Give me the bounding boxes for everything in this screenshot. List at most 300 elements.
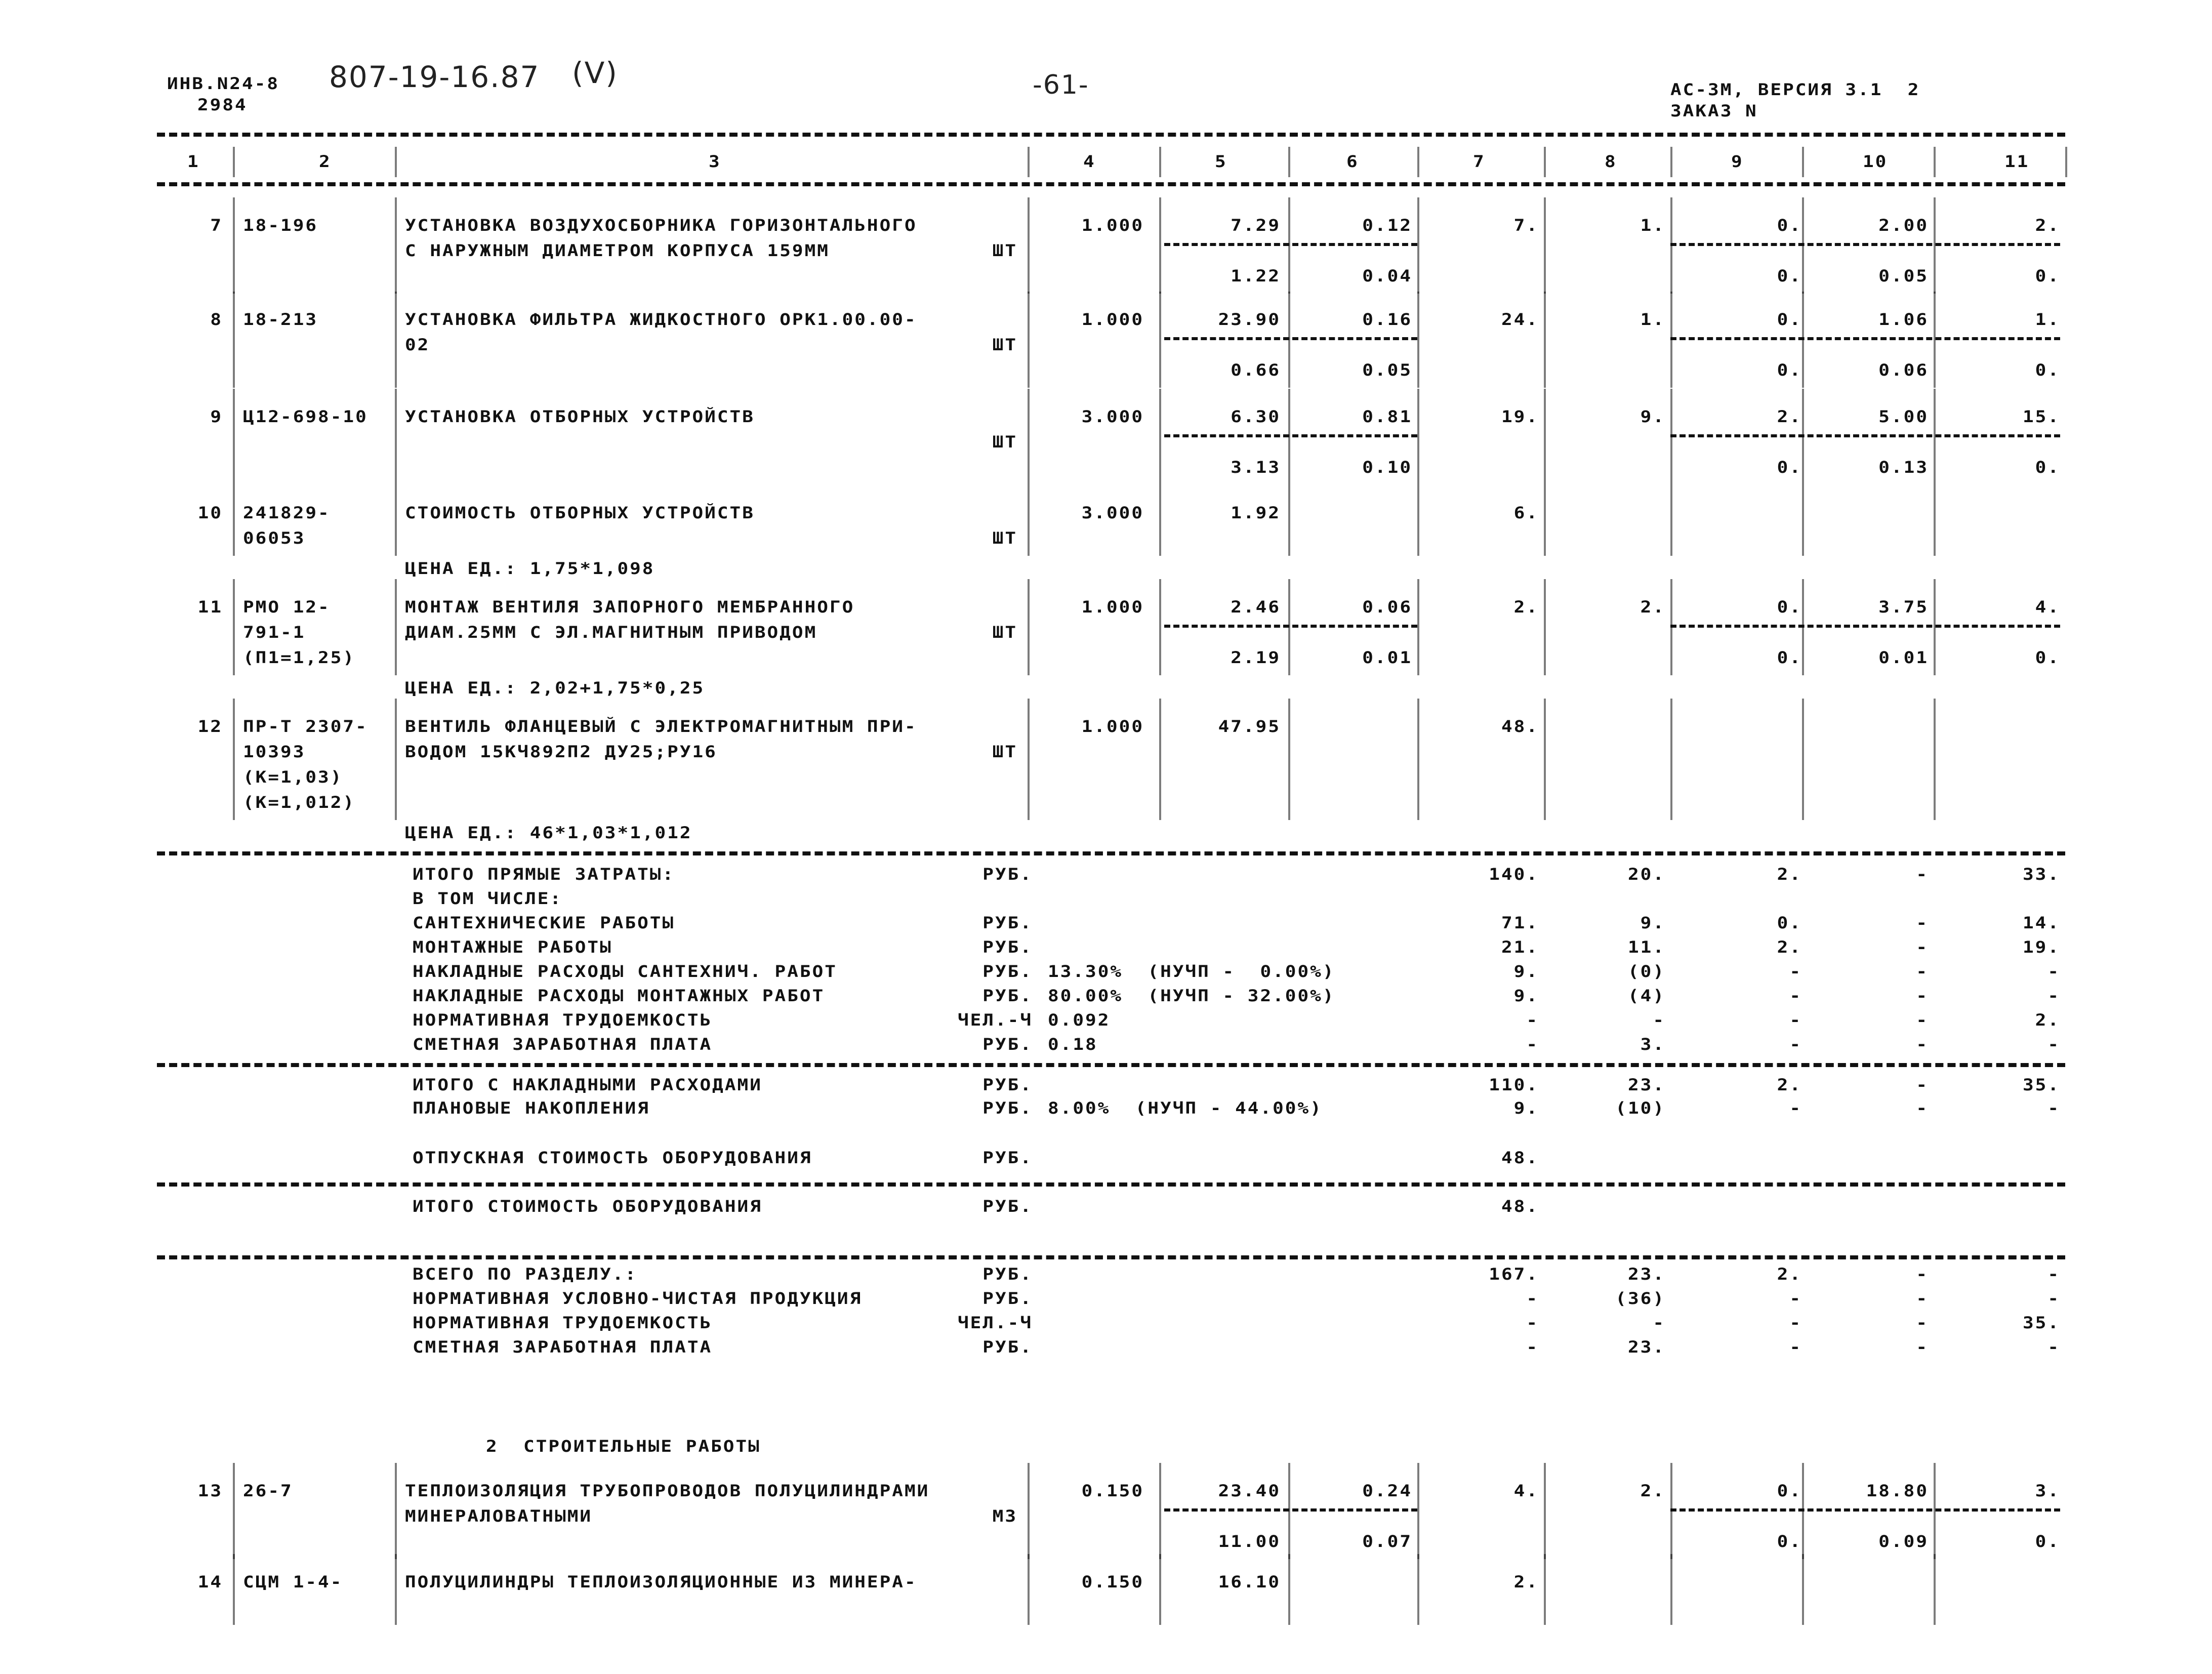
summary-c10: - <box>1916 1289 1929 1309</box>
equipment-total-value: 48. <box>1501 1197 1539 1216</box>
cell-c11: 2. <box>2035 216 2060 235</box>
summary-c7: - <box>1526 1035 1539 1054</box>
inventory-number: ИНВ.N24-8 <box>167 74 280 94</box>
summary-c9: - <box>1789 1035 1802 1054</box>
summary-label: НАКЛАДНЫЕ РАСХОДЫ МОНТАЖНЫХ РАБОТ <box>413 987 825 1006</box>
summary-unit: РУБ. <box>982 1076 1033 1095</box>
summary-c10: - <box>1916 1099 1929 1118</box>
summary-c7: 140. <box>1489 865 1539 884</box>
summary-c8: - <box>1653 1314 1665 1333</box>
cell-sub-c11: 0. <box>2035 267 2060 286</box>
row-code: РМО 12- <box>243 598 331 617</box>
cell-sub-c10: 0.05 <box>1878 267 1929 286</box>
cell-c9: 0. <box>1777 598 1802 617</box>
column-divider <box>1417 485 1419 556</box>
subtotal-rule <box>1164 625 1417 628</box>
column-divider <box>1417 197 1419 294</box>
summary-c9: - <box>1789 1289 1802 1309</box>
row-number: 10 <box>197 504 223 523</box>
summary-unit: РУБ. <box>982 865 1033 884</box>
column-divider <box>1544 485 1546 556</box>
summary-c7: 110. <box>1489 1076 1539 1095</box>
cell-c5: 23.90 <box>1218 310 1281 330</box>
summary-label: СМЕТНАЯ ЗАРАБОТНАЯ ПЛАТА <box>413 1035 713 1054</box>
summary-c8: 9. <box>1640 914 1665 933</box>
column-divider <box>1544 292 1546 388</box>
summary-c7: 71. <box>1501 914 1539 933</box>
column-divider <box>1028 147 1030 177</box>
summary-label: В ТОМ ЧИСЛЕ: <box>413 889 563 909</box>
row-unit-price: ЦЕНА ЕД.: 2,02+1,75*0,25 <box>405 679 705 698</box>
summary-label: НАКЛАДНЫЕ РАСХОДЫ САНТЕХНИЧ. РАБОТ <box>413 962 837 982</box>
summary-c11: - <box>2047 962 2060 982</box>
equipment-label: ОТПУСКНАЯ СТОИМОСТЬ ОБОРУДОВАНИЯ <box>413 1149 812 1168</box>
column-divider <box>1288 579 1290 675</box>
summary-unit: РУБ. <box>982 962 1033 982</box>
column-number: 8 <box>1605 152 1617 172</box>
cell-sub-c10: 0.13 <box>1878 458 1929 477</box>
cell-c7: 2. <box>1513 598 1539 617</box>
cell-sub-c11: 0. <box>2035 648 2060 668</box>
row-code: (К=1,012) <box>243 793 356 812</box>
cell-c7: 24. <box>1501 310 1539 330</box>
column-divider <box>233 485 235 556</box>
row-unit-price: ЦЕНА ЕД.: 1,75*1,098 <box>405 559 655 579</box>
summary-extra: 0.092 <box>1048 1011 1111 1030</box>
column-divider <box>1288 389 1290 485</box>
summary-unit: РУБ. <box>982 1099 1033 1118</box>
summary-label: САНТЕХНИЧЕСКИЕ РАБОТЫ <box>413 914 675 933</box>
column-divider <box>233 197 235 294</box>
column-divider <box>233 147 235 177</box>
row-description: С НАРУЖНЫМ ДИАМЕТРОМ КОРПУСА 159ММ <box>405 241 830 261</box>
column-divider <box>1288 197 1290 294</box>
cell-sub-c11: 0. <box>2035 361 2060 380</box>
row-number: 7 <box>210 216 223 235</box>
subtotal-rule <box>1164 243 1417 246</box>
cell-sub-c10: 0.01 <box>1878 648 1929 668</box>
section-total-rule <box>157 1255 2065 1259</box>
column-divider <box>395 197 397 294</box>
column-divider <box>1159 389 1161 485</box>
summary-c10: - <box>1916 1076 1929 1095</box>
cell-qty: 1.000 <box>1081 598 1144 617</box>
column-divider <box>1670 699 1672 820</box>
summary-label: НОРМАТИВНАЯ ТРУДОЕМКОСТЬ <box>413 1011 713 1030</box>
summary-extra: 0.18 <box>1048 1035 1098 1054</box>
column-divider <box>1288 485 1290 556</box>
summary-c7: - <box>1526 1289 1539 1309</box>
column-divider <box>2065 147 2067 177</box>
summary-c10: - <box>1916 962 1929 982</box>
row-description: ВОДОМ 15КЧ892П2 ДУ25;РУ16 <box>405 743 717 762</box>
cell-c7: 48. <box>1501 717 1539 737</box>
row-unit: ШТ <box>992 743 1017 762</box>
column-divider <box>1159 147 1161 177</box>
column-divider <box>1417 147 1419 177</box>
column-divider <box>1028 1463 1030 1559</box>
column-divider <box>1934 485 1936 556</box>
column-divider <box>1288 1554 1290 1625</box>
column-number: 7 <box>1473 152 1486 172</box>
summary-c11: - <box>2047 1099 2060 1118</box>
column-divider <box>1159 485 1161 556</box>
column-divider <box>1159 197 1161 294</box>
column-divider <box>1670 579 1672 675</box>
cell-c5: 16.10 <box>1218 1573 1281 1592</box>
cell-c11: 3. <box>2035 1482 2060 1501</box>
subtotal-rule <box>1164 337 1417 340</box>
column-divider <box>1802 485 1804 556</box>
column-divider <box>1802 579 1804 675</box>
column-divider <box>233 579 235 675</box>
cell-c10: 18.80 <box>1866 1482 1929 1501</box>
page-number: -61- <box>1033 70 1089 100</box>
summary-c11: 33. <box>2022 865 2060 884</box>
cell-sub-c6: 0.07 <box>1362 1532 1412 1551</box>
cell-c11: 1. <box>2035 310 2060 330</box>
cell-qty: 1.000 <box>1081 216 1144 235</box>
row-code: 06053 <box>243 529 306 548</box>
row-unit: М3 <box>992 1507 1017 1526</box>
row-code: (К=1,03) <box>243 768 343 787</box>
summary-c11: 2. <box>2035 1011 2060 1030</box>
column-divider <box>395 699 397 820</box>
row-number: 8 <box>210 310 223 330</box>
summary-label: ИТОГО ПРЯМЫЕ ЗАТРАТЫ: <box>413 865 675 884</box>
column-divider <box>1670 1463 1672 1559</box>
column-divider <box>1670 197 1672 294</box>
column-divider <box>1417 699 1419 820</box>
cell-c6: 0.81 <box>1362 407 1412 427</box>
summary-c7: - <box>1526 1011 1539 1030</box>
summary-c8: (10) <box>1615 1099 1665 1118</box>
column-divider <box>395 292 397 388</box>
cell-c11: 15. <box>2022 407 2060 427</box>
summary-c11: 19. <box>2022 938 2060 957</box>
row-unit: ШТ <box>992 241 1017 261</box>
subtotal-rule <box>1670 625 2060 628</box>
subtotal-rule <box>1164 434 1417 437</box>
cell-c10: 3.75 <box>1878 598 1929 617</box>
column-divider <box>1159 579 1161 675</box>
row-description: СТОИМОСТЬ ОТБОРНЫХ УСТРОЙСТВ <box>405 504 755 523</box>
column-divider <box>1802 389 1804 485</box>
summary-extra: 80.00% (НУЧП - 32.00%) <box>1048 987 1335 1006</box>
summary-rule <box>157 851 2065 855</box>
column-divider <box>1802 147 1804 177</box>
header-rule-bottom <box>157 182 2065 186</box>
column-divider <box>1544 147 1546 177</box>
column-divider <box>1934 699 1936 820</box>
cell-sub-c6: 0.01 <box>1362 648 1412 668</box>
column-divider <box>1288 292 1290 388</box>
column-divider <box>1934 292 1936 388</box>
column-divider <box>1544 699 1546 820</box>
column-number: 1 <box>187 152 200 172</box>
cell-c5: 1.92 <box>1231 504 1281 523</box>
cell-sub-c5: 0.66 <box>1231 361 1281 380</box>
cell-c9: 0. <box>1777 216 1802 235</box>
cell-c9: 0. <box>1777 1482 1802 1501</box>
summary-c8: - <box>1653 1011 1665 1030</box>
summary-c10: - <box>1916 1314 1929 1333</box>
summary-c8: (0) <box>1627 962 1665 982</box>
summary-c9: 2. <box>1777 865 1802 884</box>
summary-c10: - <box>1916 1035 1929 1054</box>
summary-c7: - <box>1526 1338 1539 1357</box>
column-divider <box>395 579 397 675</box>
summary-c8: (4) <box>1627 987 1665 1006</box>
summary-unit: ЧЕЛ.-Ч <box>957 1314 1033 1333</box>
row-description: МОНТАЖ ВЕНТИЛЯ ЗАПОРНОГО МЕМБРАННОГО <box>405 598 855 617</box>
handwritten-volume: (V) <box>572 56 618 90</box>
summary-c8: 3. <box>1640 1035 1665 1054</box>
row-number: 9 <box>210 407 223 427</box>
summary-c8: 23. <box>1627 1265 1665 1284</box>
summary-unit: РУБ. <box>982 1289 1033 1309</box>
row-number: 11 <box>197 598 223 617</box>
section-2-title: 2 СТРОИТЕЛЬНЫЕ РАБОТЫ <box>486 1437 761 1456</box>
row-code: 791-1 <box>243 623 306 642</box>
column-divider <box>1159 1554 1161 1625</box>
summary-c8: 11. <box>1627 938 1665 957</box>
column-divider <box>1670 292 1672 388</box>
summary-label: ИТОГО С НАКЛАДНЫМИ РАСХОДАМИ <box>413 1076 762 1095</box>
subtotal-rule <box>1670 337 2060 340</box>
summary-c11: - <box>2047 1338 2060 1357</box>
cell-sub-c5: 1.22 <box>1231 267 1281 286</box>
column-number: 6 <box>1346 152 1359 172</box>
cell-sub-c11: 0. <box>2035 1532 2060 1551</box>
column-divider <box>1934 1554 1936 1625</box>
column-divider <box>1934 389 1936 485</box>
summary-c7: 9. <box>1513 962 1539 982</box>
summary-c10: - <box>1916 1265 1929 1284</box>
summary-c10: - <box>1916 1011 1929 1030</box>
summary-label: НОРМАТИВНАЯ УСЛОВНО-ЧИСТАЯ ПРОДУКЦИЯ <box>413 1289 863 1309</box>
summary-c7: 9. <box>1513 1099 1539 1118</box>
column-divider <box>395 147 397 177</box>
column-divider <box>1934 197 1936 294</box>
column-divider <box>1288 147 1290 177</box>
column-divider <box>1417 292 1419 388</box>
summary-c10: - <box>1916 938 1929 957</box>
cell-c6: 0.06 <box>1362 598 1412 617</box>
column-divider <box>233 1463 235 1559</box>
summary-c8: 20. <box>1627 865 1665 884</box>
row-code: СЦМ 1-4- <box>243 1573 343 1592</box>
header-rule-top <box>157 133 2065 137</box>
summary-c11: 14. <box>2022 914 2060 933</box>
column-divider <box>1802 699 1804 820</box>
summary-c9: 0. <box>1777 914 1802 933</box>
cell-c10: 1.06 <box>1878 310 1929 330</box>
equipment-value: 48. <box>1501 1149 1539 1168</box>
row-number: 14 <box>197 1573 223 1592</box>
summary-label: МОНТАЖНЫЕ РАБОТЫ <box>413 938 612 957</box>
column-divider <box>1802 292 1804 388</box>
cell-c5: 23.40 <box>1218 1482 1281 1501</box>
column-divider <box>1802 197 1804 294</box>
summary-c11: 35. <box>2022 1314 2060 1333</box>
cell-qty: 1.000 <box>1081 310 1144 330</box>
cell-c7: 19. <box>1501 407 1539 427</box>
cell-sub-c10: 0.06 <box>1878 361 1929 380</box>
column-divider <box>1544 197 1546 294</box>
summary-unit: РУБ. <box>982 914 1033 933</box>
column-divider <box>395 1554 397 1625</box>
column-divider <box>1934 1463 1936 1559</box>
column-divider <box>1802 1463 1804 1559</box>
cell-qty: 3.000 <box>1081 504 1144 523</box>
summary-c10: - <box>1916 1338 1929 1357</box>
cell-c10: 2.00 <box>1878 216 1929 235</box>
cell-c10: 5.00 <box>1878 407 1929 427</box>
summary-c9: - <box>1789 1099 1802 1118</box>
cell-c7: 2. <box>1513 1573 1539 1592</box>
cell-sub-c6: 0.04 <box>1362 267 1412 286</box>
summary-extra: 8.00% (НУЧП - 44.00%) <box>1048 1099 1323 1118</box>
column-divider <box>1934 579 1936 675</box>
row-description: ТЕПЛОИЗОЛЯЦИЯ ТРУБОПРОВОДОВ ПОЛУЦИЛИНДРАМИ <box>405 1482 930 1501</box>
cell-c9: 0. <box>1777 310 1802 330</box>
column-divider <box>1028 1554 1030 1625</box>
cell-sub-c9: 0. <box>1777 648 1802 668</box>
row-description: УСТАНОВКА ОТБОРНЫХ УСТРОЙСТВ <box>405 407 755 427</box>
summary-unit: РУБ. <box>982 1265 1033 1284</box>
row-number: 13 <box>197 1482 223 1501</box>
column-number: 4 <box>1083 152 1096 172</box>
column-divider <box>233 699 235 820</box>
cell-c8: 2. <box>1640 598 1665 617</box>
summary-unit: РУБ. <box>982 1035 1033 1054</box>
cell-c5: 2.46 <box>1231 598 1281 617</box>
column-divider <box>1028 197 1030 294</box>
cell-c5: 47.95 <box>1218 717 1281 737</box>
cell-c9: 2. <box>1777 407 1802 427</box>
cell-sub-c9: 0. <box>1777 1532 1802 1551</box>
cell-qty: 1.000 <box>1081 717 1144 737</box>
column-divider <box>1028 389 1030 485</box>
row-code: 18-196 <box>243 216 318 235</box>
row-code: 26-7 <box>243 1482 293 1501</box>
column-divider <box>1670 485 1672 556</box>
row-code: Ц12-698-10 <box>243 407 368 427</box>
equipment-total-unit: РУБ. <box>982 1197 1033 1216</box>
cell-sub-c5: 2.19 <box>1231 648 1281 668</box>
summary-c9: 2. <box>1777 1076 1802 1095</box>
column-divider <box>1288 1463 1290 1559</box>
cell-sub-c6: 0.10 <box>1362 458 1412 477</box>
column-divider <box>1670 147 1672 177</box>
row-unit: ШТ <box>992 529 1017 548</box>
column-divider <box>1802 1554 1804 1625</box>
cell-sub-c9: 0. <box>1777 361 1802 380</box>
cell-c6: 0.12 <box>1362 216 1412 235</box>
summary-c11: - <box>2047 1035 2060 1054</box>
summary-c8: 23. <box>1627 1338 1665 1357</box>
column-divider <box>1028 485 1030 556</box>
cell-c6: 0.16 <box>1362 310 1412 330</box>
cell-c8: 9. <box>1640 407 1665 427</box>
row-description: УСТАНОВКА ВОЗДУХОСБОРНИКА ГОРИЗОНТАЛЬНОГО <box>405 216 917 235</box>
cell-sub-c9: 0. <box>1777 458 1802 477</box>
cell-c6: 0.24 <box>1362 1482 1412 1501</box>
cell-sub-c5: 11.00 <box>1218 1532 1281 1551</box>
column-divider <box>1417 389 1419 485</box>
column-number: 10 <box>1863 152 1888 172</box>
column-divider <box>395 389 397 485</box>
column-divider <box>1670 389 1672 485</box>
summary-c8: 23. <box>1627 1076 1665 1095</box>
column-divider <box>233 389 235 485</box>
summary-c11: - <box>2047 987 2060 1006</box>
row-description: ВЕНТИЛЬ ФЛАНЦЕВЫЙ С ЭЛЕКТРОМАГНИТНЫМ ПРИ- <box>405 717 917 737</box>
column-divider <box>1934 147 1936 177</box>
summary-c11: - <box>2047 1265 2060 1284</box>
cell-c7: 4. <box>1513 1482 1539 1501</box>
column-divider <box>1544 389 1546 485</box>
summary-extra: 13.30% (НУЧП - 0.00%) <box>1048 962 1335 982</box>
summary-label: НОРМАТИВНАЯ ТРУДОЕМКОСТЬ <box>413 1314 713 1333</box>
summary-label: СМЕТНАЯ ЗАРАБОТНАЯ ПЛАТА <box>413 1338 713 1357</box>
summary-c9: - <box>1789 1314 1802 1333</box>
summary-label: ВСЕГО ПО РАЗДЕЛУ.: <box>413 1265 638 1284</box>
column-number: 11 <box>2004 152 2030 172</box>
row-code: (П1=1,25) <box>243 648 356 668</box>
column-number: 5 <box>1215 152 1227 172</box>
summary-c9: - <box>1789 1011 1802 1030</box>
summary-c9: - <box>1789 987 1802 1006</box>
summary-unit: РУБ. <box>982 1338 1033 1357</box>
summary-c9: - <box>1789 962 1802 982</box>
subtotal-rule <box>1164 1508 1417 1512</box>
column-divider <box>1159 699 1161 820</box>
summary-unit: ЧЕЛ.-Ч <box>957 1011 1033 1030</box>
inventory-number-2: 2984 <box>197 96 248 115</box>
cell-sub-c11: 0. <box>2035 458 2060 477</box>
row-description: ПОЛУЦИЛИНДРЫ ТЕПЛОИЗОЛЯЦИОННЫЕ ИЗ МИНЕРА- <box>405 1573 917 1592</box>
cell-c8: 2. <box>1640 1482 1665 1501</box>
cell-qty: 3.000 <box>1081 407 1144 427</box>
column-number: 3 <box>709 152 721 172</box>
row-number: 12 <box>197 717 223 737</box>
cell-c11: 4. <box>2035 598 2060 617</box>
column-divider <box>395 485 397 556</box>
row-unit-price: ЦЕНА ЕД.: 46*1,03*1,012 <box>405 824 692 843</box>
cell-c8: 1. <box>1640 216 1665 235</box>
column-divider <box>1417 1554 1419 1625</box>
column-divider <box>1417 1463 1419 1559</box>
column-divider <box>1544 579 1546 675</box>
column-divider <box>1159 292 1161 388</box>
equipment-rule <box>157 1182 2065 1187</box>
summary-label: ПЛАНОВЫЕ НАКОПЛЕНИЯ <box>413 1099 650 1118</box>
summary-c11: - <box>2047 1289 2060 1309</box>
row-code: 241829- <box>243 504 331 523</box>
subtotal-rule <box>1670 1508 2060 1512</box>
summary-c7: 9. <box>1513 987 1539 1006</box>
column-divider <box>233 1554 235 1625</box>
row-unit: ШТ <box>992 336 1017 355</box>
row-description: 02 <box>405 336 430 355</box>
column-divider <box>1028 579 1030 675</box>
summary-c9: 2. <box>1777 1265 1802 1284</box>
summary-c10: - <box>1916 865 1929 884</box>
summary-c8: (36) <box>1615 1289 1665 1309</box>
cell-sub-c5: 3.13 <box>1231 458 1281 477</box>
